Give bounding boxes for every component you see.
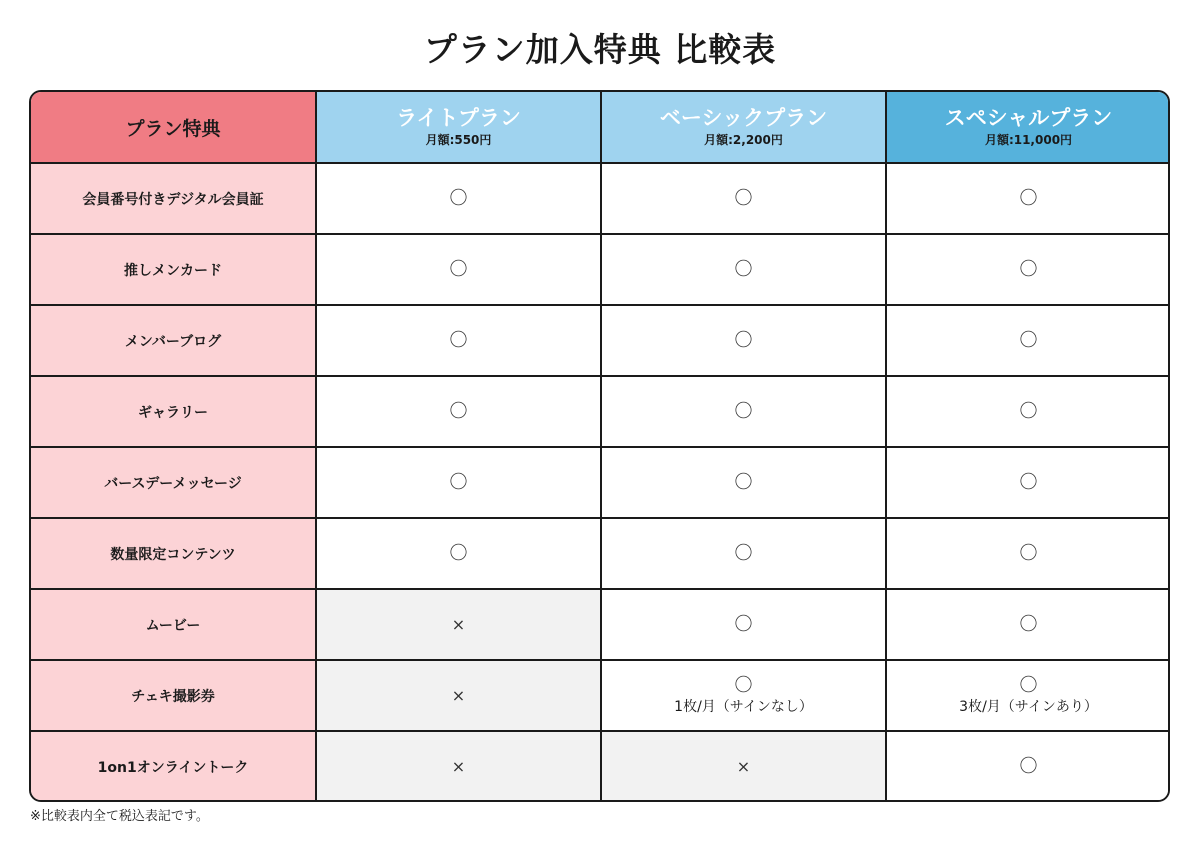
- plan-header-light: [316, 91, 601, 163]
- available-mark: 〇: [449, 471, 468, 493]
- footnote: ※比較表内全て税込表記です。: [30, 809, 209, 824]
- table-cell: [316, 305, 601, 376]
- available-mark: 〇: [1019, 674, 1038, 696]
- plan-name: ベーシックプラン: [659, 106, 828, 130]
- table-cell: [601, 447, 886, 518]
- table-row: [30, 731, 1170, 802]
- available-mark: 〇: [1019, 755, 1038, 777]
- table-row: [30, 589, 1170, 660]
- table-cell: [886, 518, 1170, 589]
- available-mark: 〇: [734, 329, 753, 351]
- available-mark: 〇: [1019, 542, 1038, 564]
- available-mark: 〇: [1019, 613, 1038, 635]
- plan-header-basic: [601, 91, 886, 163]
- feature-label: メンバーブログ: [30, 305, 316, 376]
- cell-note: 3枚/月（サインあり）: [959, 698, 1098, 715]
- table-cell: [886, 731, 1170, 802]
- table-row: [30, 447, 1170, 518]
- feature-label: ムービー: [30, 589, 316, 660]
- available-mark: 〇: [1019, 471, 1038, 493]
- feature-label: 推しメンカード: [30, 234, 316, 305]
- available-mark: 〇: [449, 187, 468, 209]
- table-cell: [601, 376, 886, 447]
- table-cell: [601, 731, 886, 802]
- table-cell: [316, 518, 601, 589]
- available-mark: 〇: [1019, 400, 1038, 422]
- comparison-table-container: [29, 90, 1170, 802]
- table-cell: [601, 234, 886, 305]
- feature-label: 1on1オンライントーク: [30, 731, 316, 802]
- table-cell: [886, 376, 1170, 447]
- table-cell: [316, 447, 601, 518]
- table-cell: [316, 376, 601, 447]
- table-cell: [601, 163, 886, 234]
- table-row: [30, 163, 1170, 234]
- table-row: [30, 234, 1170, 305]
- table-body: [30, 163, 1170, 802]
- table-row: [30, 305, 1170, 376]
- cell-note: 1枚/月（サインなし）: [674, 698, 813, 715]
- available-mark: 〇: [449, 329, 468, 351]
- plan-price: 月額:550円: [425, 133, 492, 147]
- table-row: [30, 660, 1170, 731]
- table-cell: [601, 305, 886, 376]
- table-cell: [316, 589, 601, 660]
- available-mark: 〇: [734, 674, 753, 696]
- available-mark: 〇: [734, 187, 753, 209]
- unavailable-mark: ×: [451, 685, 466, 705]
- table-cell: [886, 660, 1170, 731]
- available-mark: 〇: [734, 471, 753, 493]
- plan-price: 月額:2,200円: [704, 133, 783, 147]
- table-cell: [601, 589, 886, 660]
- available-mark: 〇: [734, 258, 753, 280]
- available-mark: 〇: [1019, 329, 1038, 351]
- table-cell: [601, 660, 886, 731]
- available-mark: 〇: [449, 258, 468, 280]
- available-mark: 〇: [449, 542, 468, 564]
- table-cell: [886, 234, 1170, 305]
- feature-label: 数量限定コンテンツ: [30, 518, 316, 589]
- feature-column-header: プラン特典: [30, 91, 316, 163]
- table-cell: [316, 163, 601, 234]
- feature-label: ギャラリー: [30, 376, 316, 447]
- table-cell: [886, 447, 1170, 518]
- comparison-table: [29, 90, 1170, 802]
- available-mark: 〇: [734, 400, 753, 422]
- table-cell: [316, 660, 601, 731]
- table-row: [30, 518, 1170, 589]
- plan-name: ライトプラン: [396, 106, 521, 130]
- available-mark: 〇: [1019, 187, 1038, 209]
- available-mark: 〇: [734, 613, 753, 635]
- table-cell: [886, 589, 1170, 660]
- feature-label: 会員番号付きデジタル会員証: [30, 163, 316, 234]
- table-cell: [316, 731, 601, 802]
- table-cell: [886, 163, 1170, 234]
- table-header-row: [30, 91, 1170, 163]
- feature-label: チェキ撮影券: [30, 660, 316, 731]
- table-row: [30, 376, 1170, 447]
- plan-price: 月額:11,000円: [984, 133, 1073, 147]
- feature-label: バースデーメッセージ: [30, 447, 316, 518]
- available-mark: 〇: [1019, 258, 1038, 280]
- table-cell: [601, 518, 886, 589]
- table-cell: [886, 305, 1170, 376]
- unavailable-mark: ×: [451, 614, 466, 634]
- unavailable-mark: ×: [451, 756, 466, 776]
- unavailable-mark: ×: [736, 756, 751, 776]
- page-title: プラン加入特典 比較表: [423, 30, 777, 69]
- plan-name: スペシャルプラン: [944, 106, 1113, 130]
- available-mark: 〇: [734, 542, 753, 564]
- available-mark: 〇: [449, 400, 468, 422]
- plan-header-special: [886, 91, 1170, 163]
- table-cell: [316, 234, 601, 305]
